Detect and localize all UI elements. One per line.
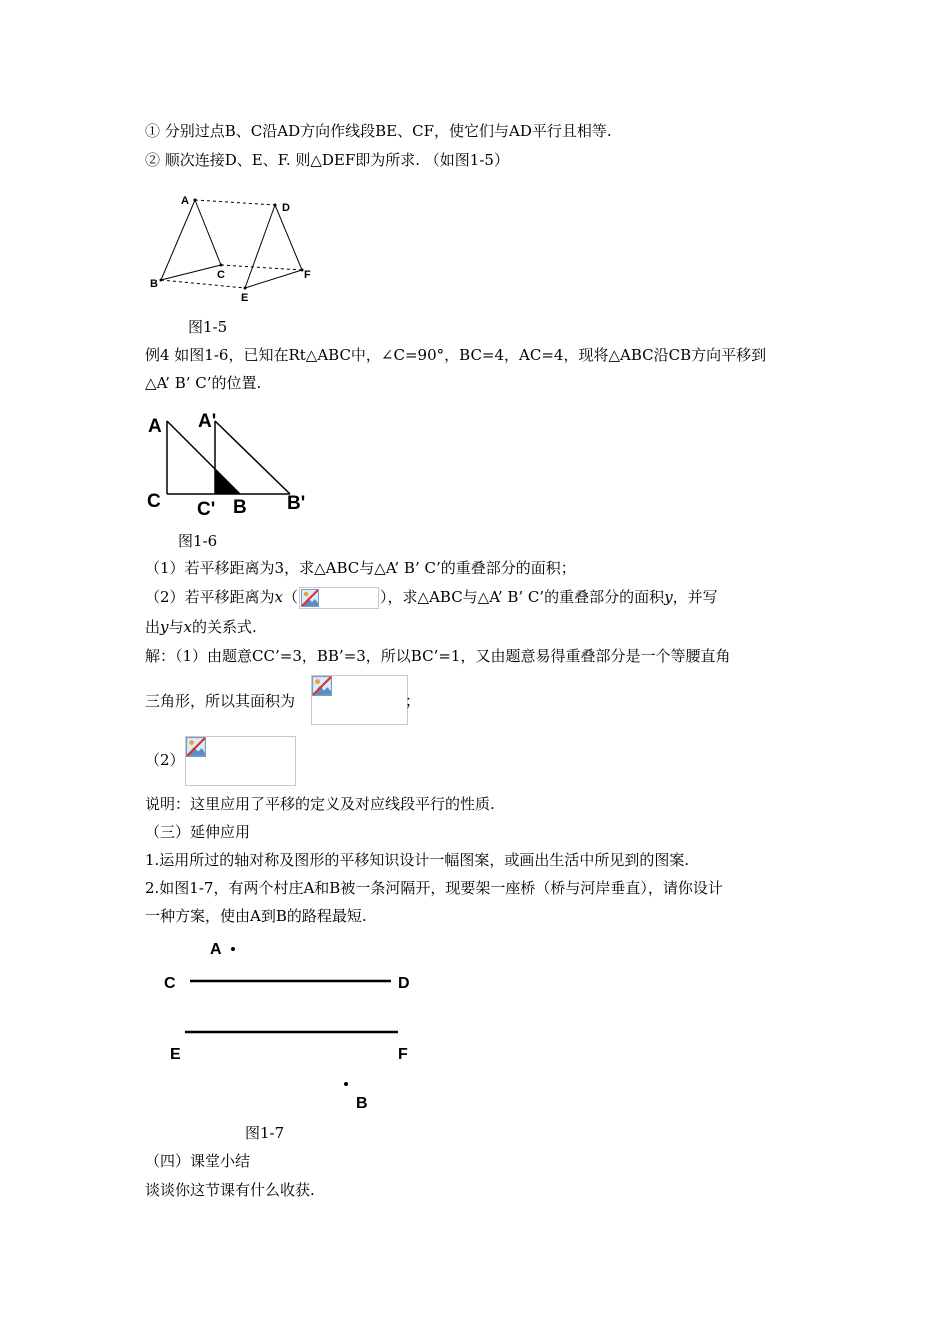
inline-formula-image bbox=[299, 587, 379, 609]
section4-title: （四）课堂小结 bbox=[145, 1152, 251, 1170]
q2-text-a: （2）若平移距离为 bbox=[145, 588, 275, 606]
q2-text-c: ），求△ABC与△A’ B’ C’的重叠部分的面积 bbox=[380, 588, 665, 606]
example4-line2: △A’ B’ C’的位置. bbox=[145, 374, 262, 392]
solution-line2-end: ； bbox=[405, 692, 421, 710]
solution-line1: 解：（1）由题意CC’=3，BB’=3，所以BC’=1，又由题意易得重叠部分是一个等腰直角 bbox=[145, 647, 731, 665]
fig16-label-c: C bbox=[147, 491, 161, 512]
solution-line2: 三角形，所以其面积为 bbox=[145, 692, 296, 710]
fig17-label-b: B bbox=[356, 1095, 368, 1112]
fig16-label-b-prime: B' bbox=[287, 493, 306, 514]
fig17-label-d: D bbox=[398, 975, 410, 992]
fig17-caption: 图1-7 bbox=[245, 1124, 285, 1142]
fig15-label-a: A bbox=[181, 195, 189, 207]
fig17-label-a: A bbox=[210, 941, 222, 958]
fig15-caption: 图1-5 bbox=[188, 318, 228, 336]
fig16-label-b: B bbox=[233, 497, 247, 518]
fig15-label-c: C bbox=[217, 269, 225, 281]
q2-line2-var-x: x bbox=[183, 618, 192, 636]
fig17-label-e: E bbox=[170, 1046, 181, 1063]
section3-item2-line2: 一种方案，使由A到B的路程最短. bbox=[145, 907, 367, 925]
fig15-label-d: D bbox=[282, 202, 290, 214]
fig15-label-e: E bbox=[241, 292, 249, 304]
fig16-label-a-prime: A' bbox=[198, 411, 217, 432]
step-2-text: ② 顺次连接D、E、F. 则△DEF即为所求. （如图1-5） bbox=[145, 151, 509, 169]
step-1-text: ① 分别过点B、C沿AD方向作线段BE、CF，使它们与AD平行且相等. bbox=[145, 122, 612, 140]
solution-part2-label: （2） bbox=[145, 751, 185, 769]
question-2-line2 bbox=[145, 617, 257, 637]
broken-image-icon bbox=[186, 737, 206, 757]
section3-item2-line1: 2.如图1-7，有两个村庄A和B被一条河隔开，现要架一座桥（桥与河岸垂直），请你设计 bbox=[145, 879, 723, 897]
fig17-label-f: F bbox=[398, 1046, 408, 1063]
section3-item1: 1.运用所过的轴对称及图形的平移知识设计一幅图案，或画出生活中所见到的图案. bbox=[145, 851, 690, 869]
note-text: 说明：这里应用了平移的定义及对应线段平行的性质. bbox=[145, 795, 495, 813]
q2-text-d: ，并写 bbox=[672, 588, 718, 606]
solution-area-formula-image bbox=[311, 675, 408, 725]
q2-line2-c: 的关系式. bbox=[191, 618, 257, 636]
section4-text: 谈谈你这节课有什么收获. bbox=[145, 1181, 315, 1199]
figure-1-5 bbox=[145, 188, 345, 308]
question-2-line1 bbox=[145, 587, 718, 609]
figure-1-6 bbox=[145, 403, 320, 523]
fig16-caption: 图1-6 bbox=[178, 532, 218, 550]
figure-1-7 bbox=[145, 935, 425, 1120]
q2-line2-a: 出 bbox=[145, 618, 161, 636]
fig17-label-c: C bbox=[164, 975, 176, 992]
q2-var-y: y bbox=[664, 588, 673, 606]
q2-var-x: x bbox=[274, 588, 284, 606]
question-1: （1）若平移距离为3，求△ABC与△A’ B’ C’的重叠部分的面积； bbox=[145, 559, 576, 577]
fig16-label-a: A bbox=[148, 416, 162, 437]
solution-part2-formula-image bbox=[185, 736, 296, 786]
q2-line2-b: 与 bbox=[168, 618, 184, 636]
fig15-label-f: F bbox=[304, 269, 311, 281]
broken-image-icon bbox=[312, 676, 332, 696]
q2-line2-var-y: y bbox=[160, 618, 169, 636]
fig16-label-c-prime: C' bbox=[197, 499, 216, 520]
section3-title: （三）延伸应用 bbox=[145, 823, 251, 841]
q2-text-b: （ bbox=[283, 588, 299, 606]
example4-line1: 例4 如图1-6，已知在Rt△ABC中，∠C=90°，BC=4，AC=4，现将△ABC沿CB方向平移到 bbox=[145, 346, 767, 364]
fig15-label-b: B bbox=[150, 278, 158, 290]
broken-image-icon bbox=[301, 589, 319, 607]
